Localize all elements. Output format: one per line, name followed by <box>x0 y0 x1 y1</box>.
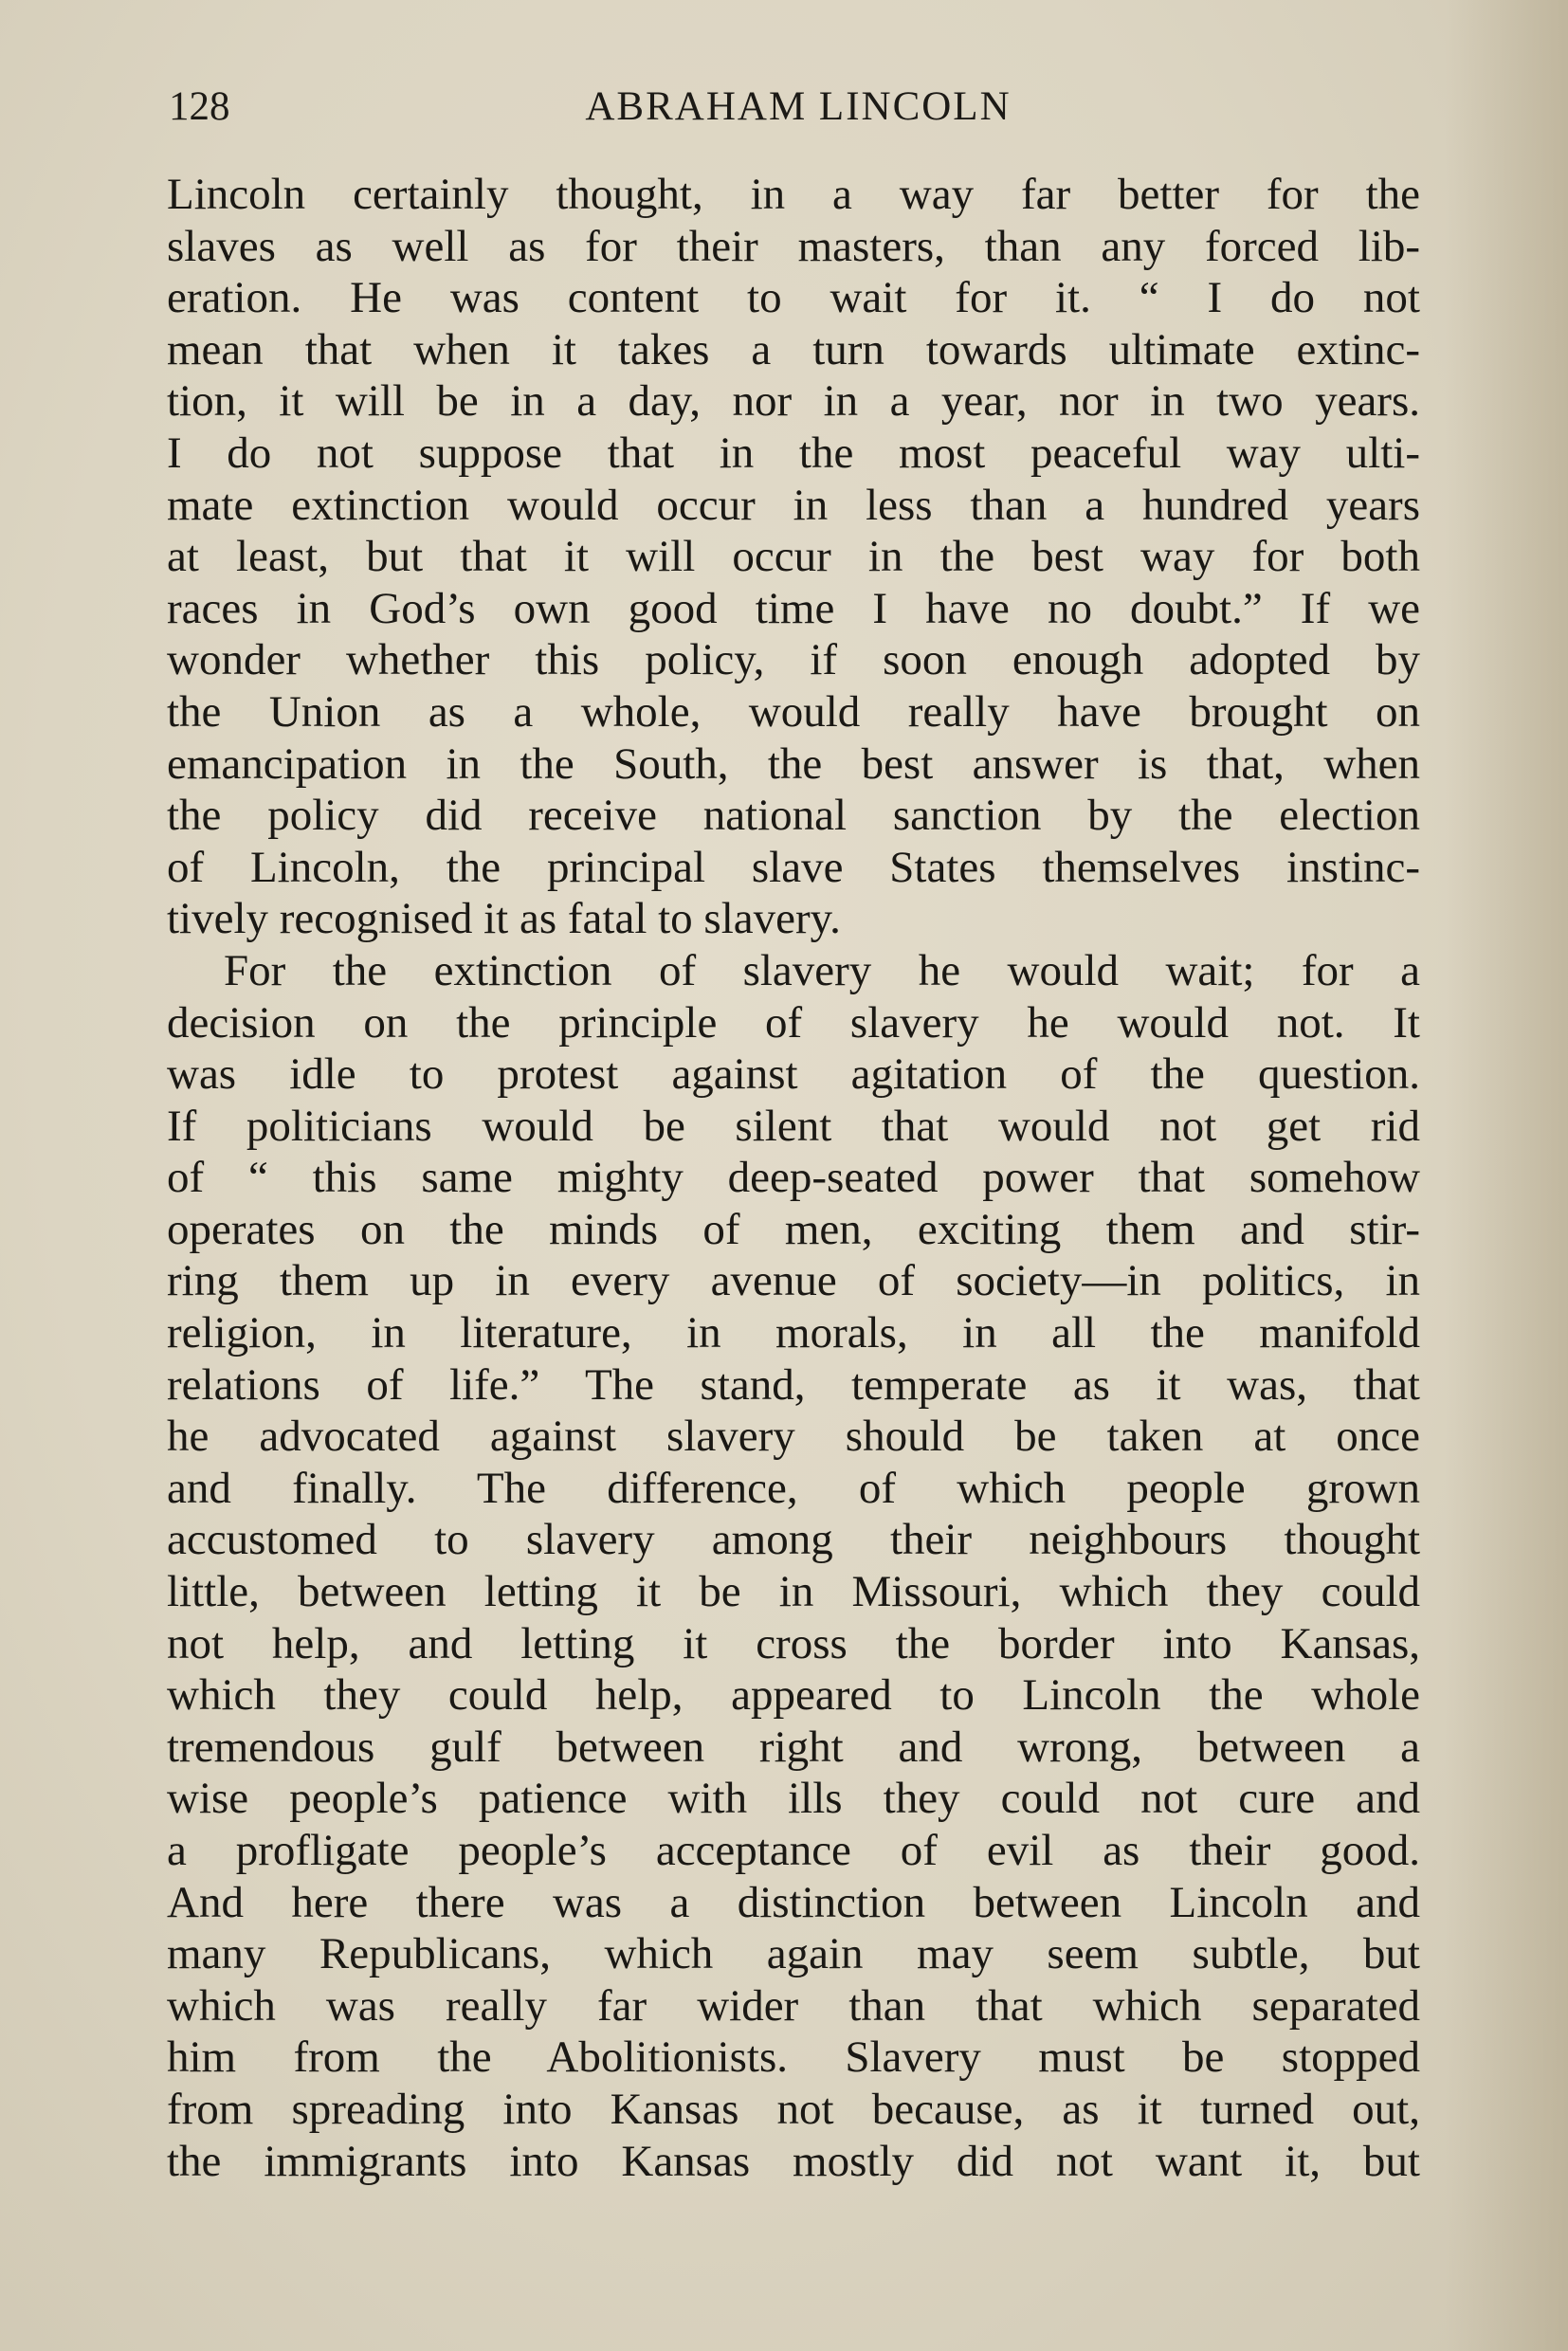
text-line: of Lincoln, the principal slave States themselves instinc- <box>167 842 1420 892</box>
text-line: And here there was a distinction between Lincoln and <box>167 1877 1420 1927</box>
text-line: wise people’s patience with ills they could not cure and <box>167 1774 1420 1824</box>
text-line: tremendous gulf between right and wrong, between a <box>167 1722 1420 1772</box>
text-line: little, between letting it be in Missouri, which they could <box>167 1567 1420 1617</box>
text-line: Lincoln certainly thought, in a way far better for the <box>167 170 1420 219</box>
text-line: not help, and letting it cross the border into Kansas, <box>167 1618 1420 1668</box>
text-line: ring them up in every avenue of society—in politics, in <box>167 1256 1420 1306</box>
text-line: the policy did receive national sanction by the election <box>167 791 1420 841</box>
text-line: wonder whether this policy, if soon enough adopted by <box>167 635 1420 685</box>
text-line: accustomed to slavery among their neighbours thought <box>167 1515 1420 1565</box>
text-line: him from the Abolitionists. Slavery must be stopped <box>167 2032 1420 2083</box>
text-line: relations of life.” The stand, temperate as it was, that <box>167 1359 1420 1410</box>
paragraph-end-line: tively recognised it as fatal to slavery. <box>167 894 841 944</box>
text-line: was idle to protest against agitation of the question. <box>167 1049 1420 1100</box>
text-line: the immigrants into Kansas mostly did not want it, but <box>167 2136 1420 2186</box>
text-line: races in God’s own good time I have no doubt.” If we <box>167 583 1420 633</box>
text-line: I do not suppose that in the most peaceful way ulti- <box>167 428 1420 478</box>
text-line: mean that when it takes a turn towards ultimate extinc- <box>167 324 1420 374</box>
text-line: decision on the principle of slavery he would not. It <box>167 997 1420 1048</box>
running-head <box>169 83 1418 140</box>
text-line: of “ this same mighty deep-seated power that somehow <box>167 1153 1420 1203</box>
text-line: which they could help, appeared to Lincoln the whole <box>167 1670 1420 1721</box>
text-line: and finally. The difference, of which people grown <box>167 1463 1420 1513</box>
text-line: emancipation in the South, the best answer is that, when <box>167 738 1420 789</box>
text-line: slaves as well as for their masters, than any forced lib- <box>167 221 1420 271</box>
text-line: eration. He was content to wait for it. “ I do not <box>167 273 1420 323</box>
text-line: at least, but that it will occur in the best way for both <box>167 532 1420 582</box>
page-number: 128 <box>169 84 230 129</box>
text-line: tion, it will be in a day, nor in a year, nor in two years. <box>167 376 1420 427</box>
text-line: which was really far wider than that which separated <box>167 1980 1420 2031</box>
text-line: the Union as a whole, would really have brought on <box>167 686 1420 737</box>
paragraph-start-line: For the extinction of slavery he would wait; for a <box>224 945 1420 995</box>
body-text <box>167 169 1420 2187</box>
text-line: a profligate people’s acceptance of evil as their good. <box>167 1826 1420 1875</box>
text-line: operates on the minds of men, exciting them and stir- <box>167 1204 1420 1254</box>
text-line: from spreading into Kansas not because, as it turned out, <box>167 2084 1420 2134</box>
text-line: If politicians would be silent that would not get rid <box>167 1101 1420 1151</box>
text-line: many Republicans, which again may seem subtle, but <box>167 1929 1420 1979</box>
text-line: he advocated against slavery should be taken at once <box>167 1412 1420 1462</box>
text-line: religion, in literature, in morals, in all the manifold <box>167 1308 1420 1358</box>
running-title: ABRAHAM LINCOLN <box>585 84 1012 129</box>
text-line: mate extinction would occur in less than a hundred years <box>167 480 1420 530</box>
